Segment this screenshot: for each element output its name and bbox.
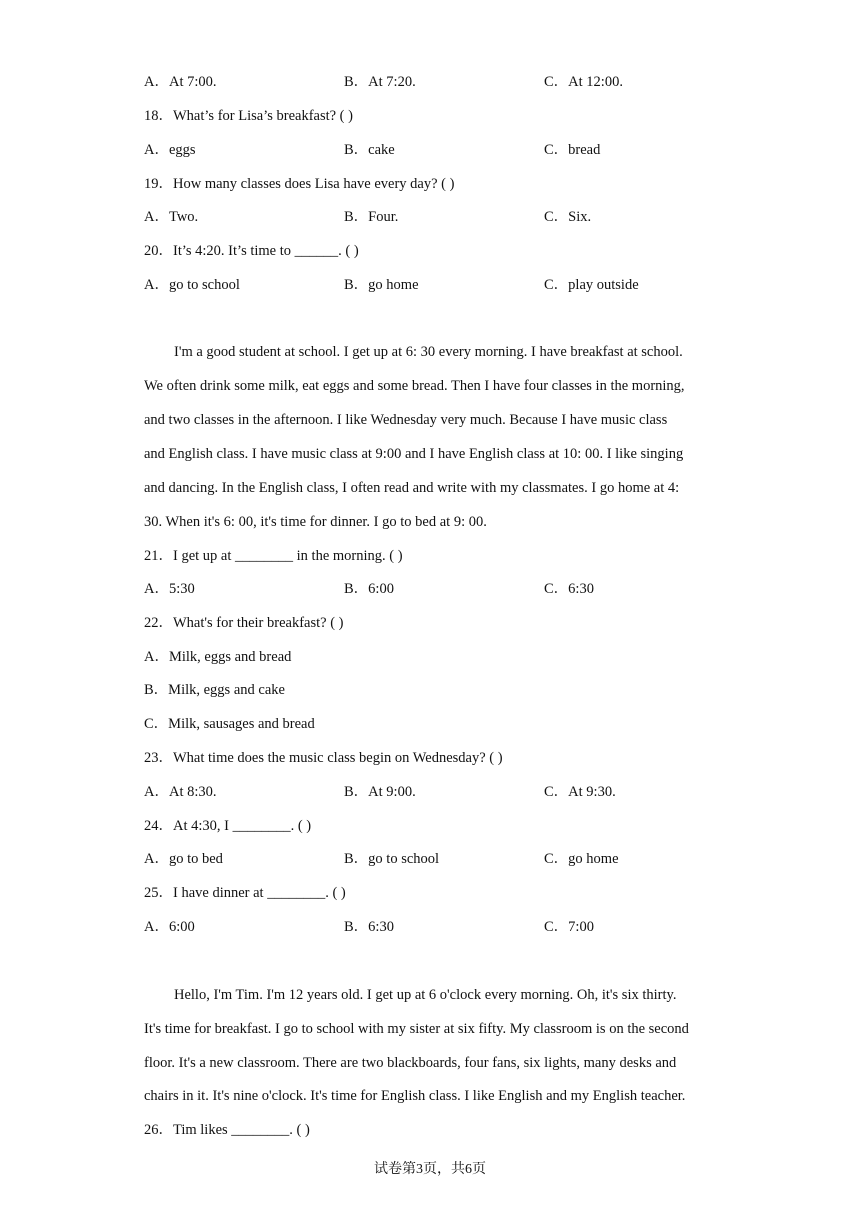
option-c: C．6:30 — [544, 581, 594, 597]
passage-line: and dancing. In the English class, I often read and write with my classmates. I go home at 4: — [144, 480, 680, 496]
q24-options — [144, 849, 764, 869]
option-a: A．6:00 — [144, 919, 195, 935]
option-c: C．Milk, sausages and bread — [144, 716, 315, 732]
q21-options — [144, 579, 764, 599]
option-a: A．At 7:00. — [144, 74, 217, 90]
question-26: 26．Tim likes ________. ( ) — [144, 1122, 310, 1138]
option-a: A．5:30 — [144, 581, 195, 597]
option-c: C．play outside — [544, 277, 639, 293]
question-19: 19．How many classes does Lisa have every day? ( ) — [144, 176, 455, 192]
option-a: A．go to school — [144, 277, 240, 293]
option-a: A．eggs — [144, 142, 196, 158]
option-b: B．6:00 — [344, 581, 394, 597]
option-a: A．Milk, eggs and bread — [144, 649, 292, 665]
passage-line: I'm a good student at school. I get up at 6: 30 every morning. I have breakfast at school. — [174, 344, 683, 360]
option-b: B．Four. — [344, 209, 399, 225]
question-22: 22．What's for their breakfast? ( ) — [144, 615, 344, 631]
option-b: B．At 9:00. — [344, 784, 416, 800]
question-24: 24．At 4:30, I ________. ( ) — [144, 818, 312, 834]
option-b: B．cake — [344, 142, 395, 158]
question-18: 18．What’s for Lisa’s breakfast? ( ) — [144, 108, 353, 124]
option-c: C．bread — [544, 142, 601, 158]
q20-options — [144, 275, 764, 295]
question-23: 23．What time does the music class begin on Wednesday? ( ) — [144, 750, 503, 766]
q25-options — [144, 917, 764, 937]
q17-options — [144, 72, 764, 92]
passage-line: and English class. I have music class at 9:00 and I have English class at 10: 00. I like singing — [144, 446, 684, 462]
passage-line: It's time for breakfast. I go to school with my sister at six fifty. My classroom is on the second — [144, 1021, 689, 1037]
passage-line: Hello, I'm Tim. I'm 12 years old. I get up at 6 o'clock every morning. Oh, it's six thirty. — [174, 987, 677, 1003]
passage-line: and two classes in the afternoon. I like Wednesday very much. Because I have music class — [144, 412, 668, 428]
option-b: B．go to school — [344, 851, 440, 867]
option-c: C．go home — [544, 851, 619, 867]
option-b: B．go home — [344, 277, 419, 293]
question-25: 25．I have dinner at ________. ( ) — [144, 885, 346, 901]
passage-line: floor. It's a new classroom. There are two blackboards, four fans, six lights, many desks and — [144, 1055, 677, 1071]
page-footer: 试卷第3页，共6页 — [374, 1162, 486, 1177]
option-a: A．Two. — [144, 209, 199, 225]
option-c: C．7:00 — [544, 919, 594, 935]
passage-line: chairs in it. It's nine o'clock. It's time for English class. I like English and my English teacher. — [144, 1088, 686, 1104]
option-a: A．At 8:30. — [144, 784, 217, 800]
q19-options — [144, 207, 764, 227]
option-c: C．At 9:30. — [544, 784, 616, 800]
passage-line: We often drink some milk, eat eggs and some bread. Then I have four classes in the morning, — [144, 378, 685, 394]
option-b: B．Milk, eggs and cake — [144, 682, 285, 698]
option-b: B．At 7:20. — [344, 74, 416, 90]
passage-line: 30. When it's 6: 00, it's time for dinner. I go to bed at 9: 00. — [144, 514, 487, 530]
q18-options — [144, 140, 764, 160]
option-c: C．Six. — [544, 209, 592, 225]
option-b: B．6:30 — [344, 919, 394, 935]
question-20: 20．It’s 4:20. It’s time to ______. ( ) — [144, 243, 359, 259]
q23-options — [144, 782, 764, 802]
option-c: C．At 12:00. — [544, 74, 623, 90]
question-21: 21．I get up at ________ in the morning. ( ) — [144, 548, 403, 564]
option-a: A．go to bed — [144, 851, 223, 867]
